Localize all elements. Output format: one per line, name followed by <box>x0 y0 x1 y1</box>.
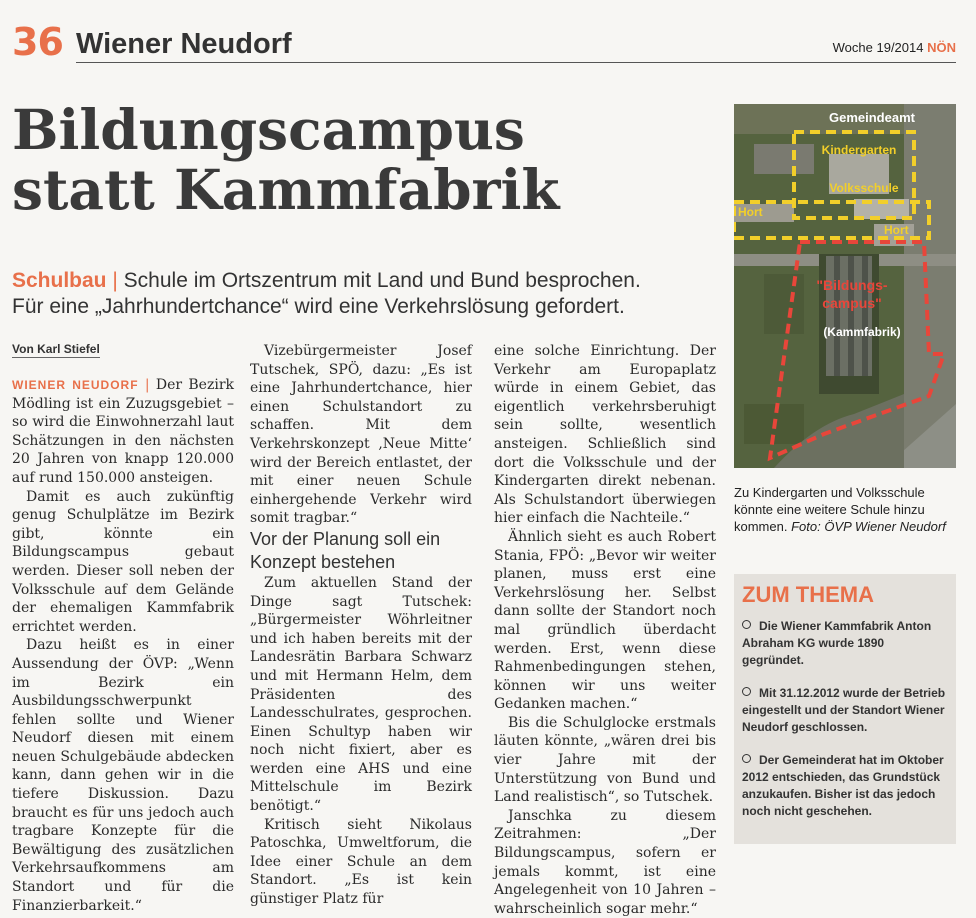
week-label: Woche 19/2014 <box>832 40 924 55</box>
kicker-separator: | <box>112 269 118 292</box>
map-label-campus-line-2: campus" <box>822 295 882 311</box>
map-label-volksschule: Volksschule <box>829 181 899 195</box>
map-label-kammfabrik: (Kammfabrik) <box>823 325 901 339</box>
box-item <box>742 752 948 820</box>
article-headline <box>12 97 560 222</box>
paragraph: Bis die Schulglocke erstmals läuten könnte, „wären drei bis vier Jahre mit der Unterstützung von Bund und Land realistisch“, so Tutschek. <box>494 714 716 806</box>
article-column-2 <box>250 342 472 909</box>
paragraph: Janschka zu diesem Zeitrahmen: „Der Bildungscampus, sofern er jemals kommt, ist eine Angelegenheit von 10 Jahren – wahrscheinlich sogar mehr.“ <box>494 807 716 917</box>
box-item-text: Die Wiener Kammfabrik Anton Abraham KG wurde 1890 gegründet. <box>742 619 932 667</box>
section-title: Wiener Neudorf <box>76 28 292 60</box>
headline-line-1: Bildungscampus <box>12 97 525 162</box>
subtitle-line-1: Schule im Ortszentrum mit Land und Bund besprochen. <box>123 269 641 292</box>
photo-caption <box>734 484 960 535</box>
box-item <box>742 685 948 736</box>
header-rule <box>76 62 956 63</box>
circle-bullet-icon <box>742 687 751 696</box>
photo-credit: Foto: ÖVP Wiener Neudorf <box>791 519 946 534</box>
paragraph: Zum aktuellen Stand der Dinge sagt Tutschek: „Bürgermeister Wöhrleitner und ich haben bereits mit der Landesrätin Barbara Schwarz und mit Hermann Helm, dem Präsidenten des Landesschulrates, gesprochen. Einen Schultyp haben wir noch nicht fixiert, aber es werden eine AHS und eine Mittelschule im Bezirk benötigt.“ <box>250 574 472 815</box>
box-item-text: Mit 31.12.2012 wurde der Betrieb eingestellt und der Standort Wiener Neudorf geschlossen. <box>742 686 946 734</box>
subtitle-line-2: Für eine „Jahrhundertchance“ wird eine Verkehrslösung gefordert. <box>12 295 625 318</box>
headline-line-2: statt Kammfabrik <box>12 157 560 222</box>
map-label-hort-left: Hort <box>738 205 763 219</box>
aerial-photo <box>734 104 956 468</box>
map-label-gemeindeamt: Gemeindeamt <box>829 110 915 125</box>
box-item <box>742 618 948 669</box>
subheading: Vor der Planung soll ein Konzept bestehen <box>250 528 441 572</box>
brand-logo: NÖN <box>927 40 956 55</box>
paragraph: Damit es auch zukünftig genug Schulplätze im Bezirk gibt, könnte ein Bildungscampus gebaut werden. Dieser soll neben der Volksschule auf dem Gelände der ehemaligen Kammfabrik errichtet werden. <box>12 488 234 635</box>
caption-text: Zu Kindergarten und Volksschule könnte eine weitere Schule hinzu kommen. <box>734 485 925 534</box>
article-column-1 <box>12 376 234 915</box>
zum-thema-box <box>734 574 956 844</box>
article-column-3 <box>494 342 716 918</box>
circle-bullet-icon <box>742 754 751 763</box>
issue-info <box>833 40 956 55</box>
paragraph: eine solche Einrichtung. Der Verkehr am Europaplatz würde in einem Gebiet, das eigentlich verkehrsberuhigt sein sollte, wesentlich ansteigen. Schließlich sind dort die Volksschule und der Kindergarten direkt nebenan. Als Schulstandort überwiegen hier einfach die Nachteile.“ <box>494 343 716 527</box>
paragraph: Ähnlich sieht es auch Robert Stania, FPÖ: „Bevor wir weiter planen, muss erst eine Verkehrslösung her. Selbst dann sollte der Standort noch mal gründlich überdacht werden. Erst, wenn diese Rahmenbedingungen stehen, können wir uns weiter Gedanken machen.“ <box>494 528 716 713</box>
aerial-map-graphic <box>734 104 956 468</box>
dateline-separator: | <box>144 377 150 393</box>
box-item-text: Der Gemeinderat hat im Oktober 2012 entschieden, das Grundstück anzukaufen. Bisher ist das jedoch noch nicht geschehen. <box>742 753 944 818</box>
paragraph: Kritisch sieht Nikolaus Patoschka, Umweltforum, die Idee einer Schule an dem Standort. „Es ist kein günstiger Platz für <box>250 816 472 908</box>
map-label-hort-right: Hort <box>884 223 909 237</box>
dateline: WIENER NEUDORF <box>12 378 139 392</box>
map-label-kindergarten: Kindergarten <box>821 143 897 157</box>
byline: Von Karl Stiefel <box>12 342 100 356</box>
article-subtitle <box>12 268 712 320</box>
paragraph: Vizebürgermeister Josef Tutschek, SPÖ, dazu: „Es ist eine Jahrhundertchance, hier einen Schulstandort zu schaffen. Mit dem Verkehrskonzept ‚Neue Mitte‘ wird der Bereich entlastet, der mit einer neuen Schule einhergehende Verkehr wird somit tragbar.“ <box>250 343 472 527</box>
circle-bullet-icon <box>742 620 751 629</box>
paragraph-text: Der Bezirk Mödling ist ein Zuzugsgebiet – so wird die Einwohnerzahl laut Schätzungen in den nächsten 20 Jahren von knapp 120.000 auf rund 150.000 ansteigen. <box>12 377 234 486</box>
paragraph: Dazu heißt es in einer Aussendung der ÖVP: „Wenn im Bezirk ein Ausbildungsschwerpunkt fehlen sollte und Wiener Neudorf diesen mit einem neuen Schulgebäude abdecken kann, dann gehen wir in die tiefere Diskussion. Dazu braucht es für uns jedoch auch tragbare Konzepte für die Bewältigung des zusätzlichen Verkehrsaufkommens am Standort und für die Finanzierbarkeit.“ <box>12 637 234 914</box>
paragraph <box>12 376 234 488</box>
map-label-campus-line-1: "Bildungs- <box>816 277 888 293</box>
page-number: 36 <box>12 20 63 64</box>
kicker: Schulbau <box>12 269 107 292</box>
box-title: ZUM THEMA <box>742 582 874 607</box>
